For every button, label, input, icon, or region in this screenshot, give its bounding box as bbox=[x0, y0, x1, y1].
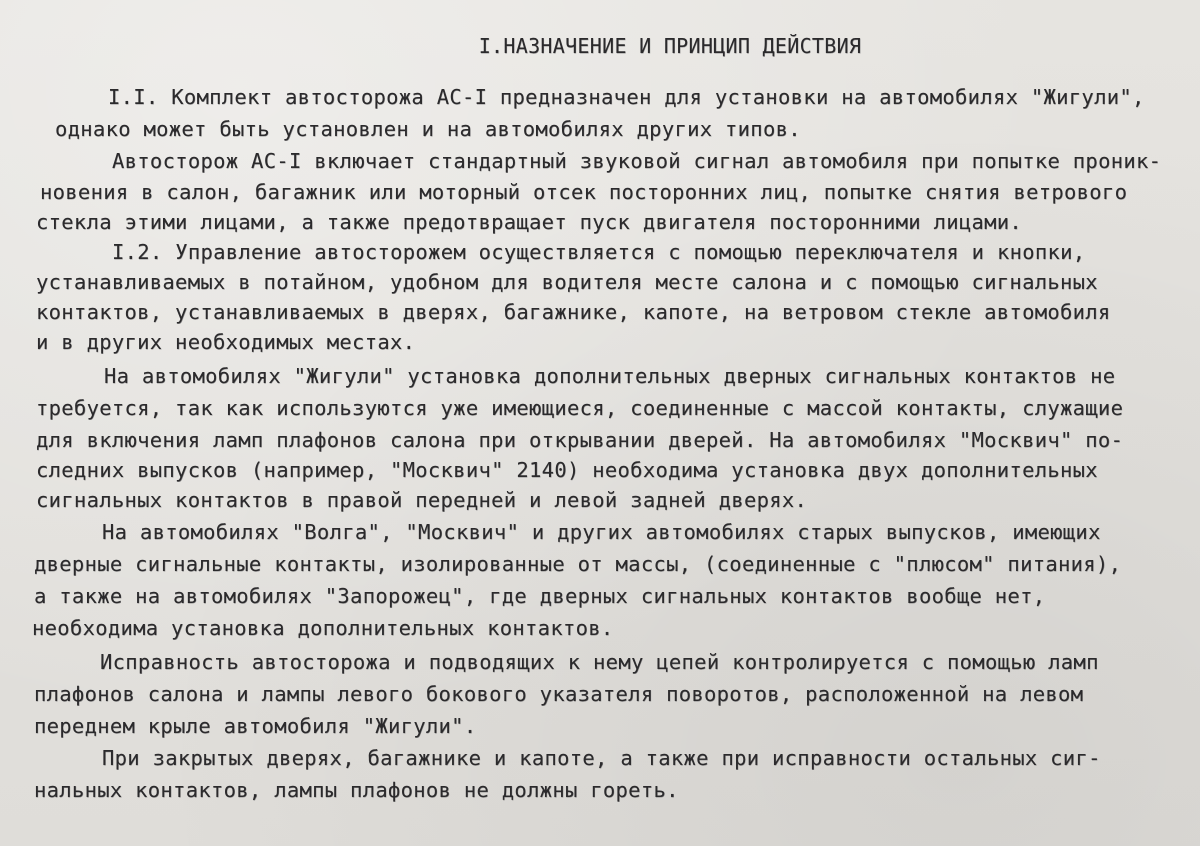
text-line: I.2. Управление автосторожем осуществляется с помощью переключателя и кнопки, bbox=[112, 240, 1086, 264]
text-line: для включения ламп плафонов салона при открывании дверей. На автомобилях "Москвич" по- bbox=[36, 428, 1124, 452]
text-line: При закрытых дверях, багажнике и капоте, а также при исправности остальных сиг- bbox=[102, 746, 1101, 770]
text-line: однако может быть установлен и на автомобилях других типов. bbox=[55, 117, 801, 141]
text-line: необходима установка дополнительных контактов. bbox=[32, 616, 614, 640]
text-line: устанавливаемых в потайном, удобном для водителя месте салона и с помощью сигнальных bbox=[36, 270, 1098, 294]
text-line: следних выпусков (например, "Москвич" 2140) необходима установка двух дополнительных bbox=[36, 458, 1098, 482]
text-line: требуется, так как используются уже имеющиеся, соединенные с массой контакты, служащие bbox=[36, 396, 1124, 420]
text-line: сигнальных контактов в правой передней и левой задней дверях. bbox=[36, 488, 808, 512]
text-line: а также на автомобилях "Запорожец", где дверных сигнальных контактов вообще нет, bbox=[34, 584, 1046, 608]
text-line: стекла этими лицами, а также предотвращает пуск двигателя посторонними лицами. bbox=[36, 210, 1023, 234]
text-line: и в других необходимых местах. bbox=[36, 330, 416, 354]
text-line: На автомобилях "Жигули" установка дополнительных дверных сигнальных контактов не bbox=[104, 364, 1116, 388]
section-heading: I.НАЗНАЧЕНИЕ И ПРИНЦИП ДЕЙСТВИЯ bbox=[478, 34, 862, 58]
text-line: нальных контактов, лампы плафонов не должны гореть. bbox=[34, 778, 679, 802]
text-line: I.I. Комплект автосторожа АС-I предназначен для установки на автомобилях "Жигули", bbox=[108, 85, 1145, 109]
text-line: дверные сигнальные контакты, изолированные от массы, (соединенные с "плюсом" питания), bbox=[34, 552, 1122, 576]
text-line: контактов, устанавливаемых в дверях, багажнике, капоте, на ветровом стекле автомобиля bbox=[36, 300, 1111, 324]
text-line: Исправность автосторожа и подводящих к нему цепей контролируется с помощью ламп bbox=[100, 650, 1099, 674]
text-line: На автомобилях "Волга", "Москвич" и других автомобилях старых выпусков, имеющих bbox=[102, 520, 1101, 544]
text-line: переднем крыле автомобиля "Жигули". bbox=[34, 714, 477, 738]
text-line: новения в салон, багажник или моторный отсек посторонних лиц, попытке снятия ветрового bbox=[40, 180, 1128, 204]
text-line: плафонов салона и лампы левого бокового указателя поворотов, расположенной на левом bbox=[34, 682, 1084, 706]
text-line: Автосторож АС-I включает стандартный звуковой сигнал автомобиля при попытке проник- bbox=[112, 149, 1162, 173]
